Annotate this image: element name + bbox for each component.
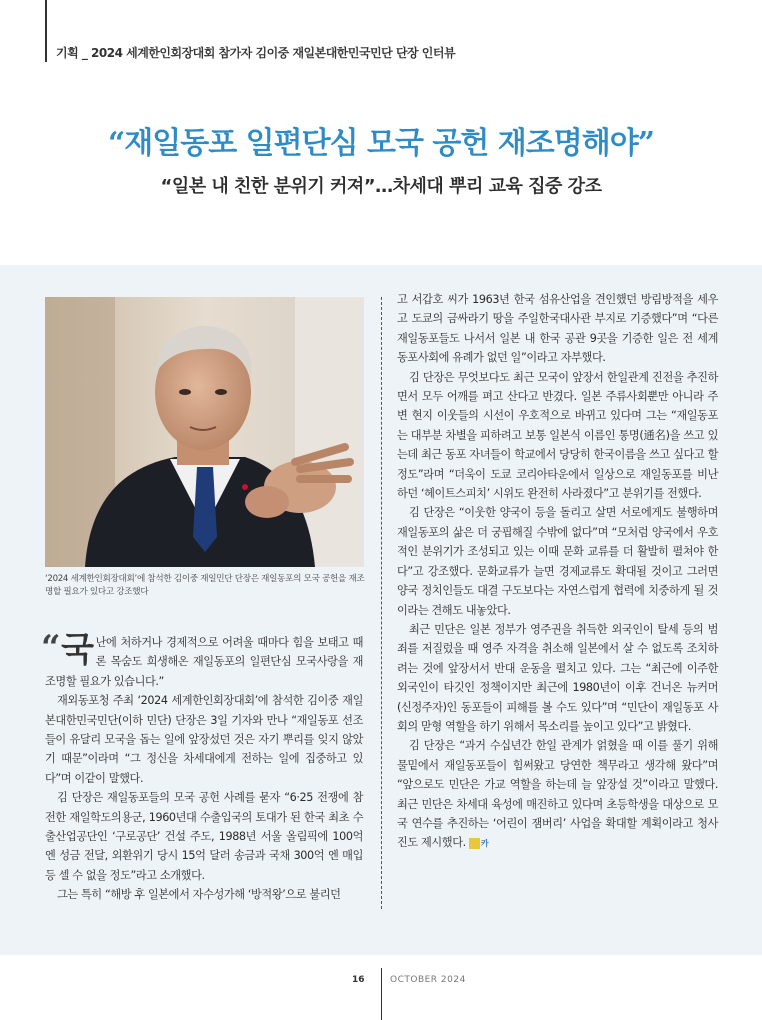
photo-caption: ‘2024 세계한인회장대회’에 참석한 김이중 재일민단 단장은 재일동포의 모국 공헌을 재조명할 필요가 있다고 강조했다 [45, 574, 365, 597]
body-paragraph: 김 단장은 재일동포들의 모국 공헌 사례를 묻자 “6·25 전쟁에 참전한 재일학도의용군, 1960년대 수출입국의 토대가 된 한국 최초 수출산업공단인 ‘구로공단’ 건설 주도, 1988년 서울 올림픽에 100억 엔 성금 전달, 외환위기 당시 15억 달러 송금과 국채 300억 엔 매입 등 셀 수 없을 정도”라고 소개했다. [45, 791, 363, 882]
body-paragraph: 재외동포청 주최 ‘2024 세계한인회장대회’에 참석한 김이중 재일본대한민국민단(이하 민단) 단장은 3일 기자와 만나 “재일동포 선조들이 유달리 모국을 돕는 일에 앞장섰던 것은 자기 뿌리를 잊지 않았기 때문”이라며 “그 정신을 차세대에게 전하는 일에 집중하고 있다”며 이같이 말했다. [45, 694, 363, 785]
open-quote-mark: “ [41, 628, 61, 668]
series-title: 기획 _ 2024 세계한인회장대회 참가자 김이중 재일본대한민국민단 단장 인터뷰 [56, 46, 456, 60]
final-paragraph-text: 김 단장은 “과거 수십년간 한일 관계가 얽혔을 때 이를 풀기 위해 물밑에서 재일동포들이 힘써왔고 당연한 책무라고 생각해 왔다”며 “앞으로도 민단은 가교 역할을 하는데 늘 앞장설 것”이라고 말했다. 최근 민단은 차세대 육성에 매진하고 있다며 초등학생을 대상으로 모국 연수를 추진하는 ‘어린이 잼버리’ 사업을 확대할 계획이라고 청사진도 제시했다. [397, 739, 718, 850]
column-divider [381, 297, 382, 909]
body-paragraph [397, 736, 718, 852]
body-paragraph: 그는 특히 “해방 후 일본에서 자수성가해 ‘방적왕’으로 불리던 [57, 888, 341, 902]
article-column-left [41, 628, 363, 905]
body-paragraph: 김 단장은 “이웃한 양국이 등을 돌리고 살면 서로에게도 불행하며 재일동포의 삶은 더 궁핍해질 수밖에 없다”며 “모처럼 양국에서 우호적인 분위기가 조성되고 있는 이때 문화 교류를 더 활발히 펼쳐야 한다”고 강조했다. 문화교류가 늘면 경제교류도 확대될 것이고 그러면 양국 정치인들도 대결 구도보다는 자연스럽게 협력에 치중하게 될 것이라는 견해도 내놓았다. [397, 506, 718, 617]
body-paragraph: 고 서갑호 씨가 1963년 한국 섬유산업을 견인했던 방림방적을 세우고 도쿄의 금싸라기 땅을 주일한국대사관 부지로 기증했다”며 “다른 재일동포들도 나서서 일본 내 한국 공관 9곳을 기증한 일은 전 세계 동포사회에 유례가 없던 일”이라고 자부했다. [397, 293, 718, 365]
drop-cap: 국 [61, 630, 94, 670]
interview-photo [45, 297, 364, 567]
footer-rule [381, 968, 382, 1020]
subheadline: “일본 내 친한 분위기 커져”…차세대 뿌리 교육 집중 강조 [160, 176, 602, 197]
lead-text: 난에 처하거나 경제적으로 어려울 때마다 힘을 보태고 때론 목숨도 희생해온 재일동포의 일편단심 모국사랑을 재조명할 필요가 있습니다.” [45, 636, 363, 688]
issue-date: OCTOBER 2024 [390, 975, 466, 985]
page-number: 16 [352, 975, 365, 985]
top-rule [45, 0, 47, 62]
end-mark-icon: 카 [469, 838, 480, 849]
portrait-illustration [45, 297, 364, 567]
lead-paragraph [41, 628, 363, 691]
article-column-right [397, 290, 718, 853]
headline: “재일동포 일편단심 모국 공헌 재조명해야” [108, 126, 654, 161]
body-paragraph: 최근 민단은 일본 정부가 영주권을 취득한 외국인이 탈세 등의 범죄를 저질렀을 때 영주 자격을 취소해 일본에서 살 수 없도록 조치하려는 것에 앞장서서 반대 운동을 펼치고 있다. 그는 “최근에 이주한 외국인이 타깃인 정책이지만 최근에 1980년이 이후 건너온 뉴커머(신정주자)인 동포들이 피해를 볼 수도 있다”며 “민단이 재일동포 사회의 맏형 역할을 하기 위해서 목소리를 높이고 있다”고 밝혔다. [397, 622, 718, 733]
body-paragraph: 김 단장은 무엇보다도 최근 모국이 앞장서 한일관계 진전을 추진하면서 모두 어깨를 펴고 산다고 반겼다. 일본 주류사회뿐만 아니라 주변 현지 이웃들의 시선이 우호적으로 바뀌고 있다며 그는 “재일동포는 대부분 차별을 피하려고 보통 일본식 이름인 통명(通名)을 쓰고 있는데 최근 동포 자녀들이 학교에서 당당히 한국이름을 쓰고 싶다고 할 정도”라며 “더욱이 도쿄 코리아타운에서 일상으로 재일동포를 비난하던 ‘헤이트스피치’ 시위도 완전히 사라졌다”고 분위기를 전했다. [397, 370, 718, 501]
